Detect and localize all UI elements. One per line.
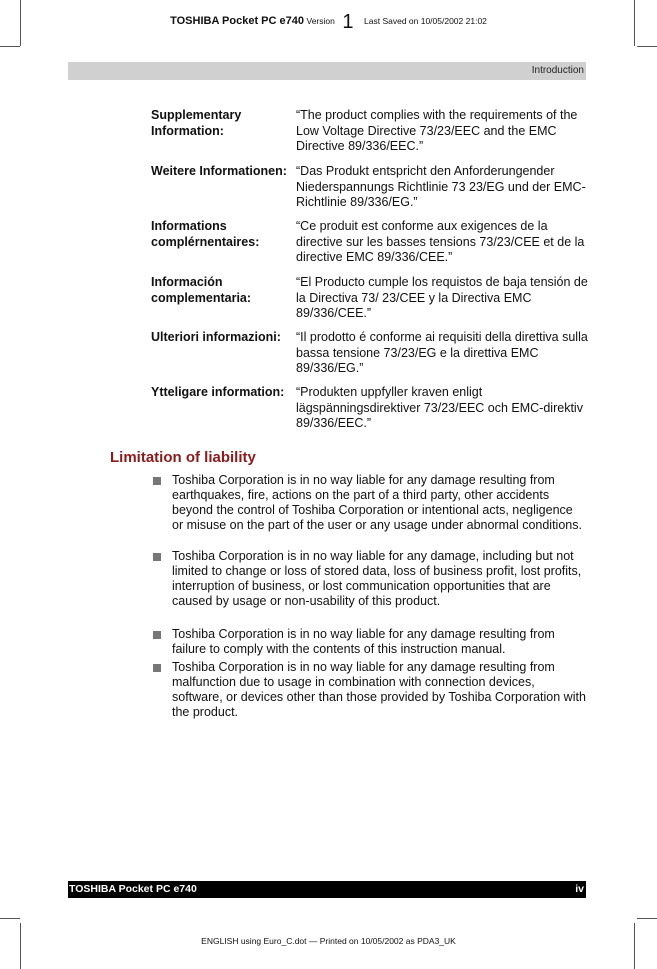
list-item-text: Toshiba Corporation is in no way liable for any damage resulting from earthquakes, fire, actions on the part of a third party, other accidents beyond the control of Toshiba Corporation or intentional acts, negligence or misuse on the part of the user or any usage under abnormal conditions.	[172, 473, 582, 532]
section-heading: Limitation of liability	[110, 449, 256, 466]
bullet-square-icon	[153, 553, 161, 561]
crop-mark	[634, 923, 635, 969]
page-number: iv	[575, 883, 584, 895]
info-label: Ulteriori informazioni:	[151, 330, 281, 344]
info-value: “Produkten uppfyller kraven enligt lägspänningsdirektiver 73/23/EEC och EMC-direktiv 89/336/EEC.”	[296, 385, 583, 430]
section-title: Introduction	[531, 65, 584, 76]
draft-saved: Last Saved on 10/05/2002 21:02	[364, 16, 487, 26]
bullet-square-icon	[153, 477, 161, 485]
list-item-text: Toshiba Corporation is in no way liable for any damage resulting from failure to comply with the contents of this instruction manual.	[172, 627, 555, 656]
crop-mark	[637, 46, 657, 47]
info-value: “Ce produit est conforme aux exigences de la directive sur les basses tensions 73/23/CEE et de la directive EMC 89/336/CEE.”	[296, 219, 585, 264]
crop-mark	[637, 918, 657, 919]
list-item-text: Toshiba Corporation is in no way liable for any damage, including but not limited to change or loss of stored data, loss of business profit, lost profits, interruption of business, or lost communication opportunities that are caused by usage or non-usability of this product.	[172, 549, 582, 608]
crop-mark	[0, 46, 20, 47]
draft-version-number: 1	[342, 11, 354, 33]
draft-header	[0, 11, 657, 34]
page-footer	[68, 881, 586, 898]
info-value: “Il prodotto é conforme ai requisiti della direttiva sulla bassa tensione 73/23/EG e la direttiva EMC 89/336/EG.”	[296, 330, 588, 375]
info-label: Ytteligare information:	[151, 385, 285, 399]
info-label: Información complementaria:	[151, 275, 252, 305]
info-value: “El Producto cumple los requistos de baja tensión de la Directiva 73/ 23/CEE y la Directiva EMC 89/336/CEE.”	[296, 275, 588, 320]
crop-mark	[0, 918, 20, 919]
info-value: “Das Produkt entspricht den Anforderungender Niederspannungs Richtlinie 73 23/EG und der EMC-Richtlinie 89/336/EG.”	[296, 164, 586, 209]
info-label: Informations complérnentaires:	[151, 219, 260, 249]
list-item-text: Toshiba Corporation is in no way liable for any damage resulting from malfunction due to usage in combination with connection devices, software, or devices other than those provided by Toshiba Corporation with the product.	[172, 660, 586, 719]
print-footer: ENGLISH using Euro_C.dot — Printed on 10/05/2002 as PDA3_UK	[201, 936, 456, 946]
info-value: “The product complies with the requirements of the Low Voltage Directive 73/23/EEC and the EMC Directive 89/336/EEC.”	[296, 108, 578, 153]
crop-mark	[20, 923, 21, 969]
bullet-square-icon	[153, 631, 161, 639]
footer-title: TOSHIBA Pocket PC e740	[69, 883, 197, 895]
section-header	[68, 62, 586, 80]
info-label: Supplementary Information:	[151, 108, 242, 138]
draft-version-label: Version	[306, 16, 335, 26]
draft-product: TOSHIBA Pocket PC e740	[170, 15, 304, 27]
bullet-square-icon	[153, 664, 161, 672]
info-label: Weitere Informationen:	[151, 164, 287, 178]
